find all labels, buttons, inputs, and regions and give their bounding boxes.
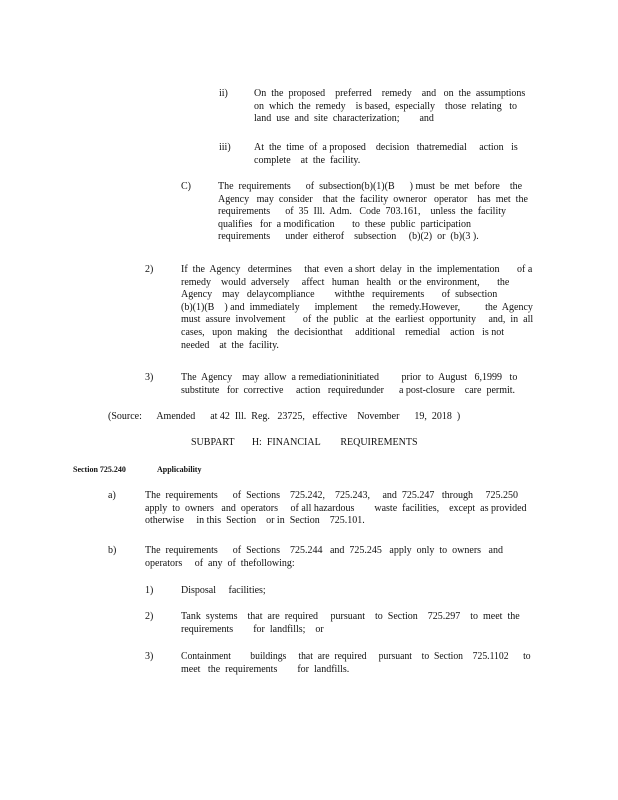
paragraph-c-line: qualifies for a modification to these public participation (218, 218, 471, 230)
paragraph-c-line: requirements under eitherof subsection (b)(2) or (b)(3 ). (218, 231, 479, 243)
paragraph-a-line: apply to owners and operators of all hazardous waste facilities, except as provided (145, 502, 527, 514)
paragraph-iii-line: At the time of a proposed decision thatremedial action is (254, 142, 518, 153)
paragraph-label-a: a) (108, 490, 116, 501)
paragraph-c-line: Agency may consider that the facility owneror operator has met the (218, 193, 528, 205)
item-label-3: 3) (145, 651, 154, 662)
paragraph-iii-line: complete at the facility. (254, 154, 361, 166)
paragraph-a-line: The requirements of Sections 725.242, 725.243, and 725.247 through 725.250 (145, 490, 519, 501)
paragraph-ii-line: On the proposed preferred remedy and on the assumptions (254, 88, 526, 99)
item-label-2: 2) (145, 611, 154, 622)
item-3-line: meet the requirements for landfills. (181, 663, 350, 675)
section-number: Section 725.240 (73, 465, 126, 474)
paragraph-2-line: (b)(1)(B ) and immediately implement the remedy.However, the Agency (181, 301, 533, 313)
paragraph-ii-line: on which the remedy is based, especially those relating to (254, 100, 517, 112)
paragraph-ii (254, 88, 533, 126)
paragraph-a (145, 490, 535, 528)
paragraph-2-line: Agency may delaycompliance withthe requirements of subsection (181, 289, 498, 301)
paragraph-b-line: operators of any of thefollowing: (145, 557, 295, 569)
item-3-line: Containment buildings that are required pursuant to Section 725.1102 to (181, 651, 531, 662)
paragraph-3-line: The Agency may allow a remediationinitiated prior to August 6,1999 to (181, 372, 518, 383)
source-note: (Source: Amended at 42 Ill. Reg. 23725, effective November 19, 2018 ) (108, 411, 461, 422)
paragraph-label-iii: iii) (219, 142, 231, 153)
paragraph-b-line: The requirements of Sections 725.244 and 725.245 apply only to owners and (145, 545, 503, 556)
paragraph-label-ii: ii) (219, 88, 228, 99)
paragraph-2-line: needed at the facility. (181, 339, 279, 351)
paragraph-3 (181, 372, 526, 397)
paragraph-2 (181, 264, 546, 352)
paragraph-ii-line: land use and site characterization; and (254, 113, 434, 125)
paragraph-label-2: 2) (145, 264, 154, 275)
item-1-line: Disposal facilities; (181, 585, 266, 596)
paragraph-3-line: substitute for corrective action requiredunder a post-closure care permit. (181, 384, 516, 396)
item-label-1: 1) (145, 585, 154, 596)
paragraph-c-line: requirements of 35 Ill. Adm. Code 703.161, unless the facility (218, 206, 507, 218)
subpart-heading: SUBPART H: FINANCIAL REQUIREMENTS (191, 437, 418, 448)
paragraph-iii (254, 142, 533, 167)
paragraph-a-line: otherwise in this Section or in Section 725.101. (145, 515, 365, 527)
paragraph-2-line: remedy would adversely affect human health or the environment, the (181, 276, 510, 288)
section-title: Applicability (157, 465, 202, 474)
paragraph-label-b: b) (108, 545, 117, 556)
paragraph-label-c: C) (181, 181, 191, 192)
item-1 (181, 585, 301, 598)
paragraph-2-line: cases, upon making the decisionthat additional remedial action is not (181, 326, 504, 338)
item-2-line: requirements for landfills; or (181, 623, 324, 635)
paragraph-2-line: If the Agency determines that even a short delay in the implementation of a (181, 264, 533, 275)
item-2-line: Tank systems that are required pursuant to Section 725.297 to meet the (181, 611, 520, 622)
item-3 (181, 651, 531, 676)
paragraph-c-line: The requirements of subsection(b)(1)(B ) must be met before the (218, 181, 523, 192)
item-2 (181, 611, 525, 636)
paragraph-2-line: must assure involvement of the public at the earliest opportunity and, in all (181, 314, 534, 326)
paragraph-b (145, 545, 515, 570)
paragraph-c (218, 181, 544, 244)
paragraph-label-3: 3) (145, 372, 154, 383)
